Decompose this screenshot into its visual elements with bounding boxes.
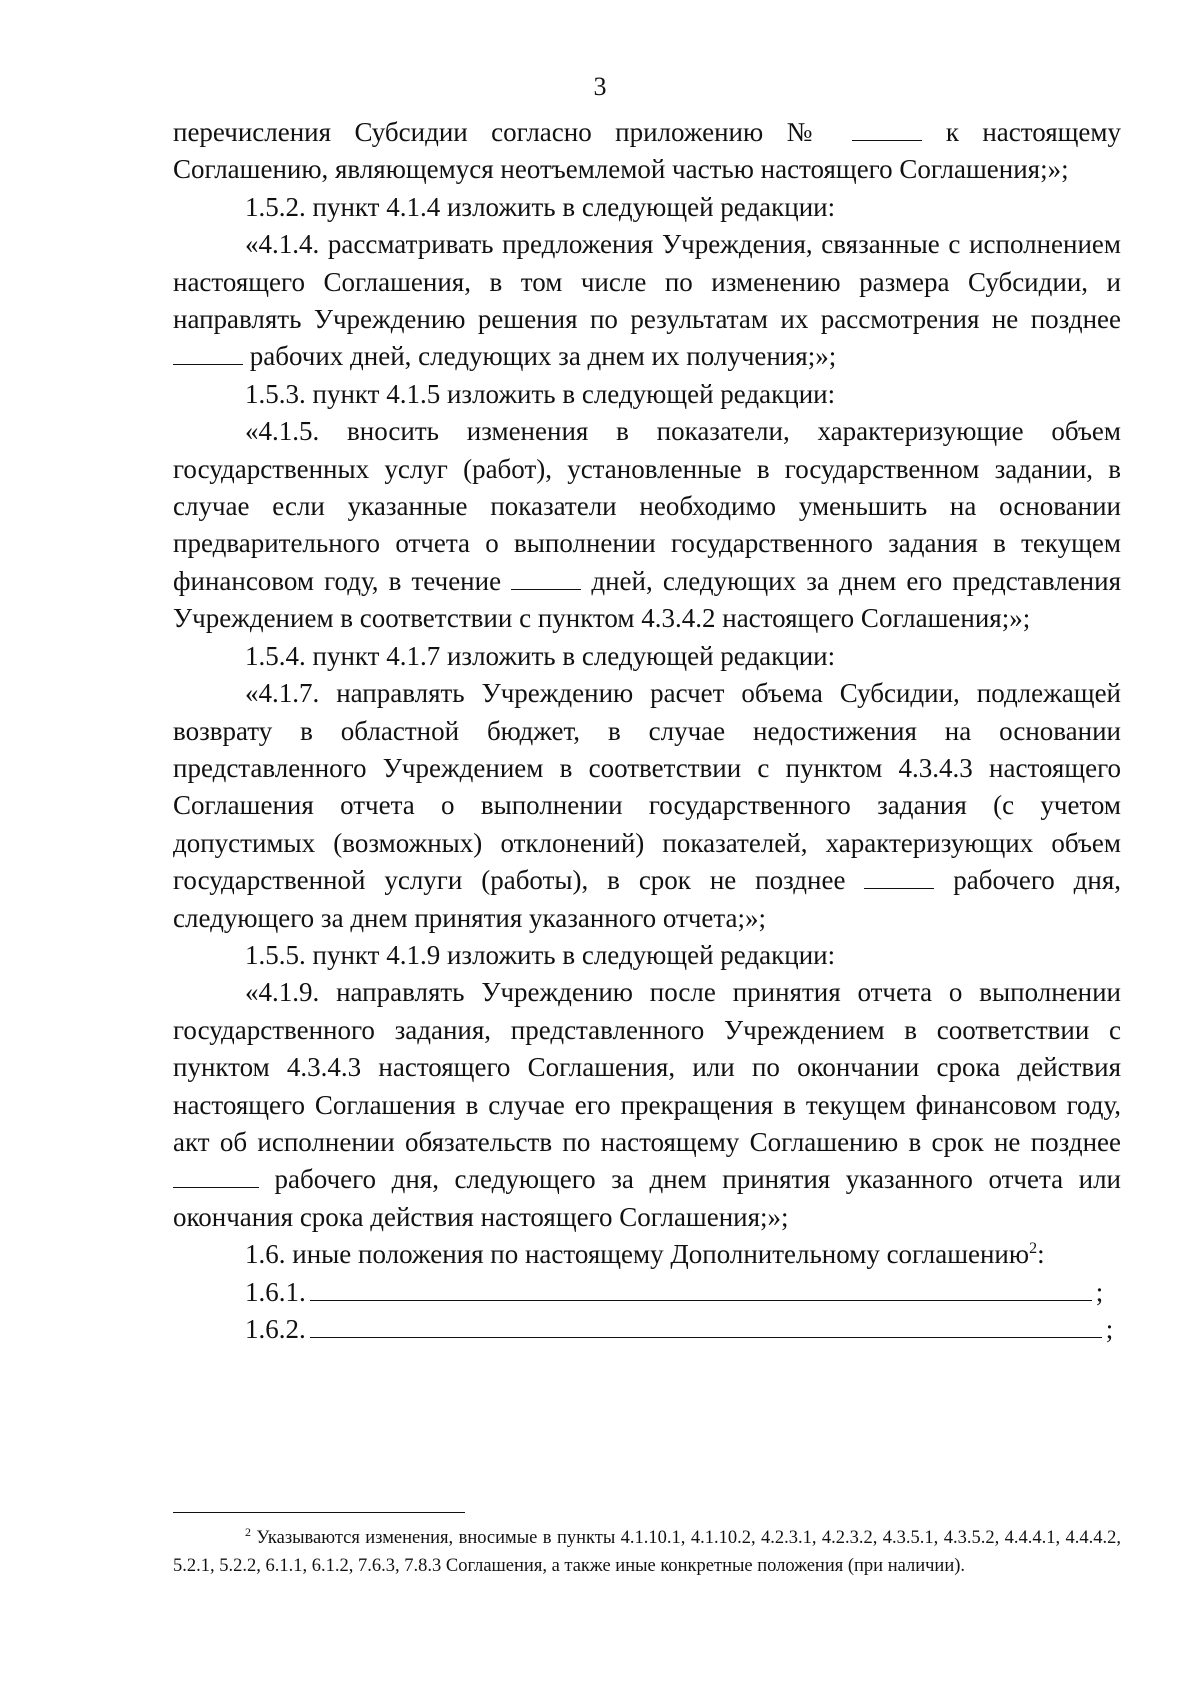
footnote-text-block (173, 1524, 1121, 1580)
footnote-reference: 2 (1029, 1240, 1038, 1258)
footnote-text: Указываются изменения, вносимые в пункты 4.1.10.1, 4.1.10.2, 4.2.3.1, 4.2.3.2, 4.3.5.1, 4.3.5.2, 4.4.4.1, 4.4.4.2, 5.2.1, 5.2.2, 6.1.1, 6.1.2, 7.6.3, 7.8.3 Соглашения, а также иные конкретные положения (при наличии). (173, 1528, 1122, 1576)
text-segment: рабочего дня, следующего за днем принятия указанного отчета;»; (173, 865, 1121, 933)
blank-field-days (173, 338, 243, 365)
blank-field-days (511, 563, 581, 590)
item-1-6-2 (173, 1311, 1121, 1348)
paragraph-clause-1-5-4: 1.5.4. пункт 4.1.7 изложить в следующей редакции: (245, 640, 836, 671)
text-segment: : (1037, 1239, 1045, 1270)
item-end: ; (1105, 1314, 1114, 1344)
paragraph-clause-1-6 (173, 1236, 1121, 1273)
text-segment: «4.1.4. рассматривать предложения Учреждения, связанные с исполнением настоящего Соглашения, в том числе по изменению размера Субсидии, и направлять Учреждению решения по результатам их рассмотрения не позднее (173, 229, 1121, 335)
text-segment: «4.1.5. вносить изменения в показатели, характеризующие объем государственных услуг (работ), установленные в государственном задании, в случае если указанные показатели необходимо уменьшить на основании предварительного отчета о выполнении государственного задания в текущем финансовом году, в течение (173, 416, 1121, 596)
text-segment: «4.1.7. направлять Учреждению расчет объема Субсидии, подлежащей возврату в областной бюджет, в случае недостижения на основании представленного Учреждением в соответствии с пунктом 4.3.4.3 настоящего Соглашения отчета о выполнении государственного задания (с учетом допустимых (возможных) отклонений) показателей, характеризующих объем государственной услуги (работы), в срок не позднее (173, 678, 1121, 896)
document-body (173, 114, 1121, 1348)
paragraph-clause-1-5-2: 1.5.2. пункт 4.1.4 изложить в следующей редакции: (245, 191, 836, 222)
text-segment: 1.6. иные положения по настоящему Дополнительному соглашению (245, 1239, 1030, 1270)
blank-field-working-day (864, 862, 934, 889)
text-segment: рабочих дней, следующих за днем их получения;»; (243, 341, 837, 372)
item-1-6-1 (173, 1274, 1121, 1311)
paragraph-clause-4-1-5 (173, 413, 1121, 637)
text-segment: «4.1.9. направлять Учреждению после принятия отчета о выполнении государственного задания, представленного Учреждением в соответствии с пунктом 4.3.4.3 настоящего Соглашения, или по окончании срока действия настоящего Соглашения в случае его прекращения в текущем финансовом году, акт об исполнении обязательств по настоящему Соглашению в срок не позднее (173, 977, 1121, 1157)
page-number: 3 (593, 72, 607, 101)
blank-field-item-1-6-1 (310, 1274, 1092, 1301)
footnote-marker: 2 (245, 1524, 251, 1539)
paragraph-continuation (173, 114, 1121, 189)
footnote (173, 1524, 1121, 1580)
item-label: 1.6.2. (245, 1314, 306, 1344)
paragraph-clause-1-5-5: 1.5.5. пункт 4.1.9 изложить в следующей редакции: (245, 939, 836, 970)
blank-field-item-1-6-2 (310, 1311, 1102, 1338)
text-segment: рабочего дня, следующего за днем принятия указанного отчета или окончания срока действия настоящего Соглашения;»; (173, 1164, 1121, 1232)
text-segment: перечисления Субсидии согласно приложению № (173, 117, 853, 147)
item-label: 1.6.1. (245, 1276, 306, 1307)
blank-field-working-day (173, 1161, 259, 1188)
text-segment: к настоящему Соглашению, являющемуся неотъемлемой частью настоящего Соглашения;»; (173, 117, 1121, 185)
paragraph-clause-4-1-7 (173, 675, 1121, 937)
text-segment: дней, следующих за днем его представления Учреждением в соответствии с пунктом 4.3.4.2 настоящего Соглашения;»; (173, 565, 1121, 634)
paragraph-clause-1-5-3: 1.5.3. пункт 4.1.5 изложить в следующей редакции: (245, 378, 836, 409)
blank-field-appendix-number (852, 114, 922, 141)
item-end: ; (1095, 1276, 1104, 1307)
footnote-separator (173, 1512, 465, 1513)
paragraph-clause-4-1-9 (173, 974, 1121, 1236)
paragraph-clause-4-1-4 (173, 226, 1121, 376)
